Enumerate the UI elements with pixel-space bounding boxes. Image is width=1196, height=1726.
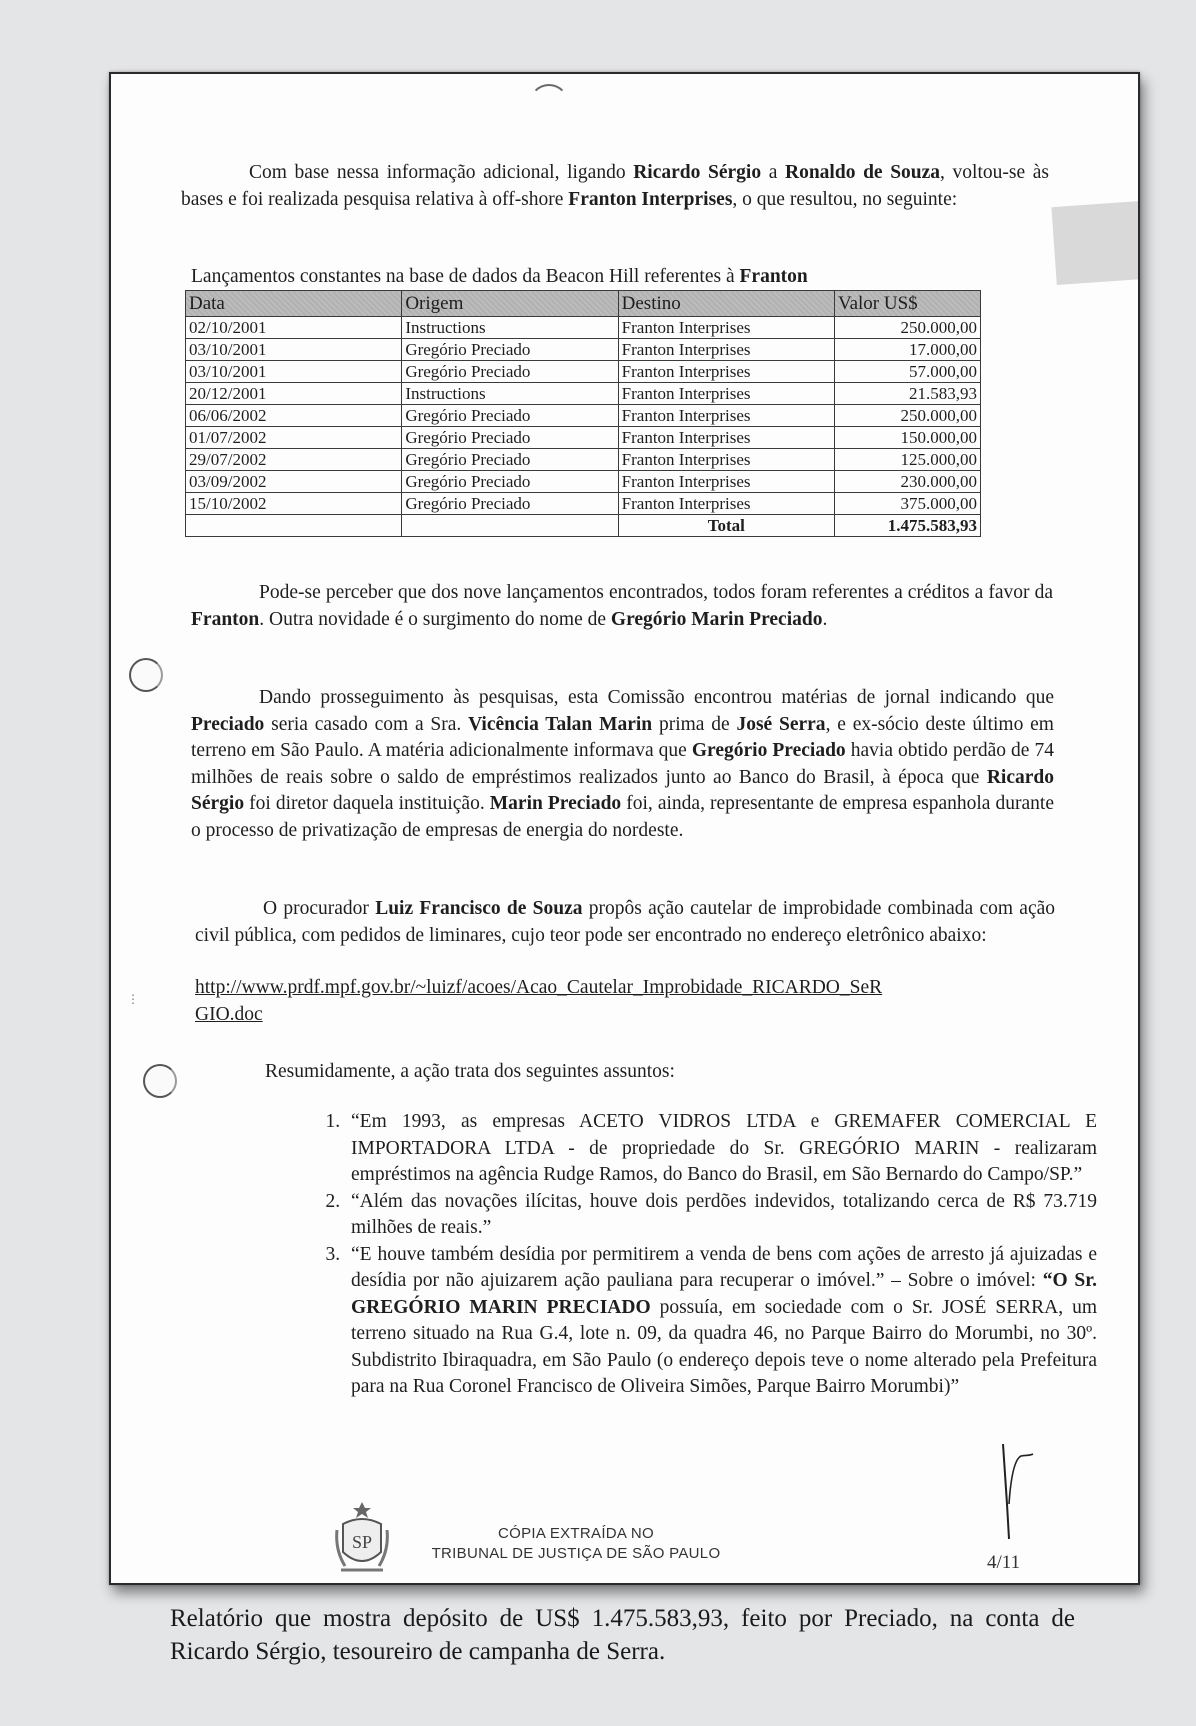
staple-mark — [529, 84, 569, 124]
sao-paulo-seal-icon — [335, 1500, 389, 1576]
redaction-patch — [1051, 201, 1140, 285]
table-row — [186, 383, 981, 405]
cell-destination: Franton Interprises — [618, 405, 834, 427]
cell-empty — [402, 515, 618, 537]
cell-destination: Franton Interprises — [618, 471, 834, 493]
total-value: 1.475.583,93 — [834, 515, 980, 537]
column-header-value: Valor US$ — [834, 291, 980, 317]
table-row — [186, 339, 981, 361]
cell-value: 150.000,00 — [834, 427, 980, 449]
svg-text:SP: SP — [351, 1532, 373, 1552]
cell-value: 230.000,00 — [834, 471, 980, 493]
document-url-link[interactable]: http://www.prdf.mpf.gov.br/~luizf/acoes/Acao_Cautelar_Improbidade_RICARDO_SeR GIO.doc — [195, 977, 883, 1025]
list-item: 2. “Além das novações ilícitas, houve dois perdões indevidos, totalizando cerca de R$ 73.719 milhões de reais.” — [345, 1189, 1097, 1242]
table-row — [186, 361, 981, 383]
cell-date: 06/06/2002 — [186, 405, 402, 427]
intro-paragraph: Com base nessa informação adicional, ligando Ricardo Sérgio a Ronaldo de Souza, voltou-se às bases e foi realizada pesquisa relativa à off-shore Franton Interprises, o que resultou, no seguinte: — [181, 162, 1049, 210]
summary-intro: Resumidamente, a ação trata dos seguintes assuntos: — [265, 1061, 675, 1082]
paragraph-credits: Pode-se perceber que dos nove lançamentos encontrados, todos foram referentes a créditos a favor da Franton. Outra novidade é o surgimento do nome de Gregório Marin Preciado. — [191, 582, 1053, 630]
cell-destination: Franton Interprises — [618, 339, 834, 361]
total-label: Total — [618, 515, 834, 537]
table-row — [186, 405, 981, 427]
column-header-origin: Origem — [402, 291, 618, 317]
cell-value: 57.000,00 — [834, 361, 980, 383]
cell-origin: Gregório Preciado — [402, 449, 618, 471]
cell-origin: Gregório Preciado — [402, 405, 618, 427]
table-row — [186, 427, 981, 449]
table-row — [186, 317, 981, 339]
table-row — [186, 449, 981, 471]
cell-origin: Gregório Preciado — [402, 471, 618, 493]
table-row — [186, 493, 981, 515]
paragraph-newspaper-findings: Dando prosseguimento às pesquisas, esta Comissão encontrou matérias de jornal indicando que Preciado seria casado com a Sra. Vicência Talan Marin prima de José Serra, e ex-sócio deste último em terreno em São Paulo. A matéria adicionalmente informava que Gregório Preciado havia obtido perdão de 74 milhões de reais sobre o saldo de empréstimos realizados junto ao Banco do Brasil, à época que Ricardo Sérgio foi diretor daquela instituição. Marin Preciado foi, ainda, representante de empresa espanhola durante o processo de privatização de empresas de energia do nordeste. — [191, 687, 1054, 841]
page-number: 4/11 — [987, 1552, 1021, 1573]
cell-value: 375.000,00 — [834, 493, 980, 515]
cell-origin: Gregório Preciado — [402, 361, 618, 383]
table-row — [186, 471, 981, 493]
cell-value: 250.000,00 — [834, 405, 980, 427]
summary-list — [301, 1109, 1097, 1401]
cell-destination: Franton Interprises — [618, 449, 834, 471]
cell-value: 21.583,93 — [834, 383, 980, 405]
cell-date: 03/09/2002 — [186, 471, 402, 493]
signature-mark — [991, 1444, 1051, 1544]
cell-date: 03/10/2001 — [186, 339, 402, 361]
scan-smudge: ⋮ — [127, 992, 139, 1006]
cell-date: 03/10/2001 — [186, 361, 402, 383]
table-header-row — [186, 291, 981, 317]
scanned-document-page — [109, 72, 1140, 1585]
cell-destination: Franton Interprises — [618, 493, 834, 515]
cell-origin: Gregório Preciado — [402, 493, 618, 515]
cell-value: 250.000,00 — [834, 317, 980, 339]
cell-value: 125.000,00 — [834, 449, 980, 471]
punch-hole-icon — [129, 658, 163, 692]
list-item: 1. “Em 1993, as empresas ACETO VIDROS LTDA e GREMAFER COMERCIAL E IMPORTADORA LTDA - de propriedade do Sr. GREGÓRIO MARIN - realizaram empréstimos na agência Rudge Ramos, do Banco do Brasil, em São Bernardo do Campo/SP.” — [345, 1109, 1097, 1189]
cell-origin: Gregório Preciado — [402, 339, 618, 361]
punch-hole-icon — [143, 1064, 177, 1098]
cell-destination: Franton Interprises — [618, 361, 834, 383]
column-header-date: Data — [186, 291, 402, 317]
cell-date: 20/12/2001 — [186, 383, 402, 405]
cell-value: 17.000,00 — [834, 339, 980, 361]
transactions-table — [185, 290, 981, 537]
cell-origin: Instructions — [402, 317, 618, 339]
paragraph-prosecutor: O procurador Luiz Francisco de Souza propôs ação cautelar de improbidade combinada com ação civil pública, com pedidos de liminares, cujo teor pode ser encontrado no endereço eletrônico abaixo: — [195, 898, 1056, 946]
table-total-row — [186, 515, 981, 537]
image-caption: Relatório que mostra depósito de US$ 1.475.583,93, feito por Preciado, na conta de Ricardo Sérgio, tesoureiro de campanha de Serra. — [170, 1605, 1075, 1665]
cell-destination: Franton Interprises — [618, 317, 834, 339]
list-item: 3. “E houve também desídia por permitirem a venda de bens com ações de arresto já ajuizadas e desídia por não ajuizarem ação pauliana para recuperar o imóvel.” – Sobre o imóvel: “O Sr. GREGÓRIO MARIN PRECIADO possuía, em sociedade com o Sr. JOSÉ SERRA, um terreno situado na Rua G.4, lote n. 09, da quadra 46, no Parque Bairro do Morumbi, no 30º. Subdistrito Ibiraquadra, em São Paulo (o endereço depois teve o nome alterado pela Prefeitura para na Rua Coronel Francisco de Oliveira Simões, Parque Bairro Morumbi)” — [345, 1242, 1097, 1401]
court-copy-notice: CÓPIA EXTRAÍDA NO TRIBUNAL DE JUSTIÇA DE SÃO PAULO — [431, 1525, 721, 1562]
cell-origin: Instructions — [402, 383, 618, 405]
cell-empty — [186, 515, 402, 537]
cell-destination: Franton Interprises — [618, 383, 834, 405]
cell-destination: Franton Interprises — [618, 427, 834, 449]
cell-date: 02/10/2001 — [186, 317, 402, 339]
cell-date: 15/10/2002 — [186, 493, 402, 515]
cell-origin: Gregório Preciado — [402, 427, 618, 449]
column-header-destination: Destino — [618, 291, 834, 317]
cell-date: 01/07/2002 — [186, 427, 402, 449]
table-caption: Lançamentos constantes na base de dados da Beacon Hill referentes à Franton — [191, 266, 808, 287]
cell-date: 29/07/2002 — [186, 449, 402, 471]
